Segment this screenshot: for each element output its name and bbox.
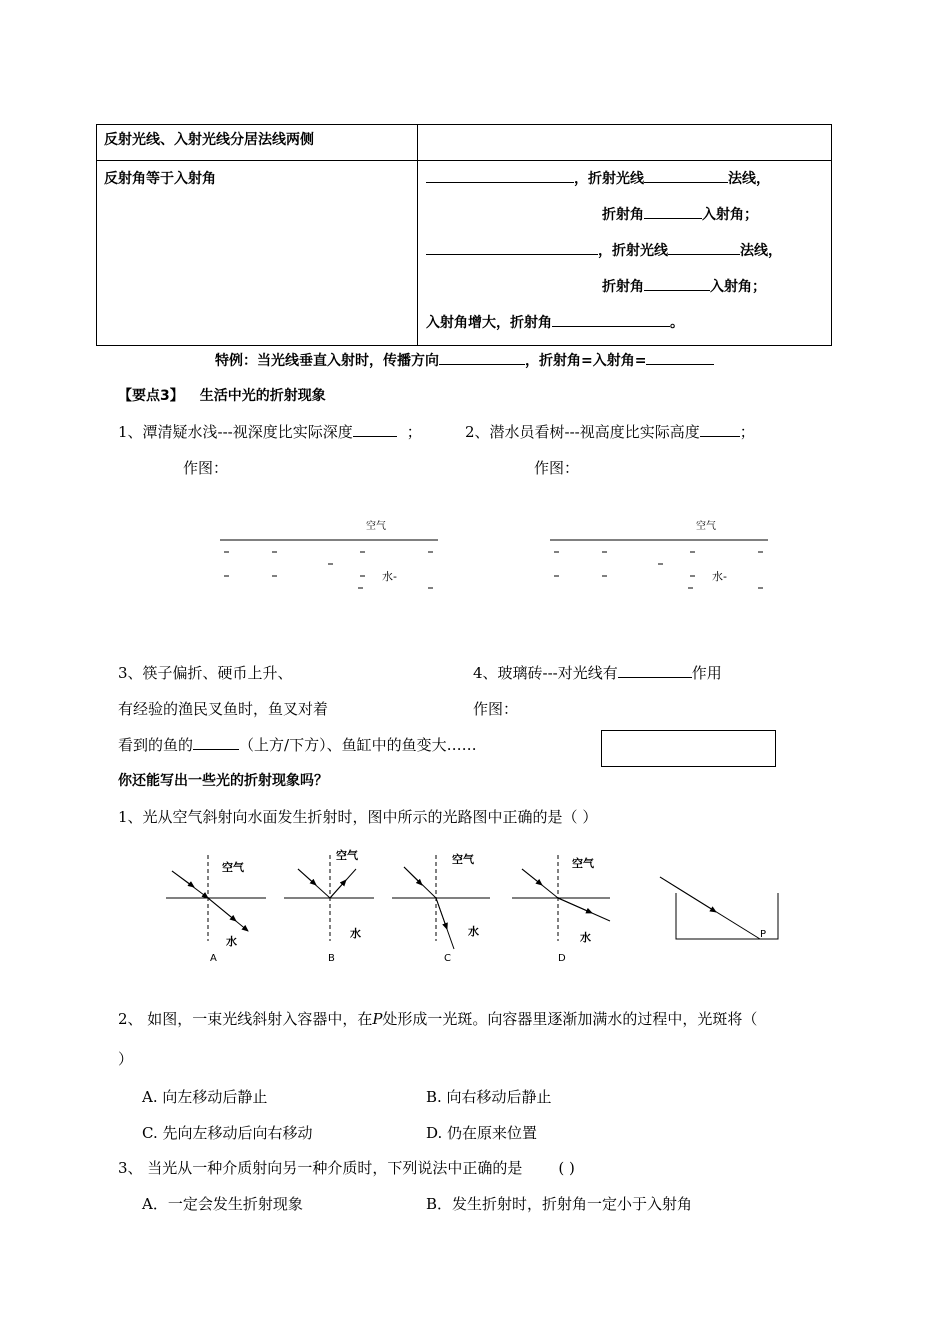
water-label: 水 xyxy=(350,927,361,940)
table-line-2: 折射角 入射角； xyxy=(602,204,758,224)
water-label: 水- xyxy=(382,570,397,583)
section-heading: 【要点3】 生活中光的折射现象 xyxy=(118,388,326,404)
answer-blank[interactable] xyxy=(644,204,702,219)
table-line-3: ，折射光线 法线， xyxy=(426,240,782,260)
q3-option-b[interactable]: B．发生折射时，折射角一定小于入射角 xyxy=(426,1195,693,1213)
question-heading: 你还能写出一些光的折射现象吗？ xyxy=(118,773,328,789)
answer-blank[interactable] xyxy=(700,422,740,437)
point-p-label: P xyxy=(760,929,767,940)
answer-blank[interactable] xyxy=(426,168,574,183)
option-a-label: A xyxy=(210,953,217,964)
item-2: 2、潜水员看树---视高度比实际高度 ； xyxy=(465,423,755,441)
refraction-options-figure xyxy=(160,845,790,970)
answer-blank[interactable] xyxy=(353,422,397,437)
draw-label-left: 作图： xyxy=(183,459,229,477)
answer-blank[interactable] xyxy=(644,168,728,183)
draw-label-right: 作图： xyxy=(534,459,580,477)
answer-blank[interactable] xyxy=(646,350,714,365)
table-cell xyxy=(97,161,418,346)
answer-blank[interactable] xyxy=(668,240,740,255)
answer-blank[interactable] xyxy=(618,663,692,678)
air-label: 空气 xyxy=(572,857,594,870)
item-4: 4、玻璃砖---对光线有 作用 xyxy=(473,664,722,682)
question-3: 3、 当光从一种介质射向另一种介质时，下列说法中正确的是 ( ) xyxy=(118,1159,575,1177)
air-label: 空气 xyxy=(336,849,358,862)
table-line-4: 折射角 入射角； xyxy=(602,276,766,296)
item-3-line-2: 有经验的渔民叉鱼时，鱼叉对着 xyxy=(118,700,329,718)
answer-blank[interactable] xyxy=(552,312,670,327)
answer-blank[interactable] xyxy=(644,276,710,291)
air-label: 空气 xyxy=(696,521,716,532)
air-label: 空气 xyxy=(452,853,474,866)
water-label: 水 xyxy=(226,935,237,948)
table-line-5: 入射角增大，折射角 。 xyxy=(426,312,684,332)
air-water-diagram-left xyxy=(218,512,444,596)
item-3: 3、筷子偏折、硬币上升、 xyxy=(118,664,293,682)
option-a-diagram xyxy=(166,855,266,964)
air-water-diagram-right xyxy=(548,512,774,596)
air-label: 空气 xyxy=(222,861,244,874)
water-label: 水- xyxy=(712,570,727,583)
q2-option-c[interactable]: C. 先向左移动后向右移动 xyxy=(142,1124,313,1142)
answer-blank[interactable] xyxy=(426,240,598,255)
question-2: 2、 如图，一束光线斜射入容器中，在P处形成一光斑。向容器里逐渐加满水的过程中，光斑将（ xyxy=(118,1010,758,1028)
glass-brick-box xyxy=(601,730,776,767)
option-c-label: C xyxy=(444,953,451,964)
table-cell xyxy=(418,125,832,161)
container-diagram xyxy=(660,877,778,940)
question-1: 1、光从空气斜射向水面发生折射时，图中所示的光路图中正确的是（ ） xyxy=(118,808,598,826)
q2-option-a[interactable]: A. 向左移动后静止 xyxy=(142,1088,268,1106)
option-b-label: B xyxy=(328,953,335,964)
option-b-diagram xyxy=(284,848,374,964)
q2-option-d[interactable]: D. 仍在原来位置 xyxy=(426,1124,538,1142)
answer-blank[interactable] xyxy=(193,735,239,750)
water-label: 水 xyxy=(580,931,591,944)
q3-option-a[interactable]: A．一定会发生折射现象 xyxy=(142,1195,303,1213)
item-1: 1、潭清疑水浅---视深度比实际深度 ； xyxy=(118,423,422,441)
option-d-diagram xyxy=(512,855,610,964)
q2-option-b[interactable]: B. 向右移动后静止 xyxy=(426,1088,552,1106)
air-label: 空气 xyxy=(366,521,386,532)
table-row2-left: 反射角等于入射角 xyxy=(104,171,216,187)
table-row1-left: 反射光线、入射光线分居法线两侧 xyxy=(104,132,314,148)
item-3-line-3: 看到的鱼的 （上方/下方）、鱼缸中的鱼变大…… xyxy=(118,736,477,754)
question-2-line-2: ） xyxy=(118,1050,134,1068)
option-d-label: D xyxy=(558,953,566,964)
answer-blank[interactable] xyxy=(439,350,525,365)
draw-label-glass: 作图： xyxy=(473,700,519,718)
option-c-diagram xyxy=(392,852,490,964)
special-case-line: 特例：当光线垂直入射时，传播方向 ，折射角=入射角= xyxy=(215,350,714,370)
water-label: 水 xyxy=(468,925,479,938)
table-line-1: ，折射光线 法线， xyxy=(426,168,770,188)
